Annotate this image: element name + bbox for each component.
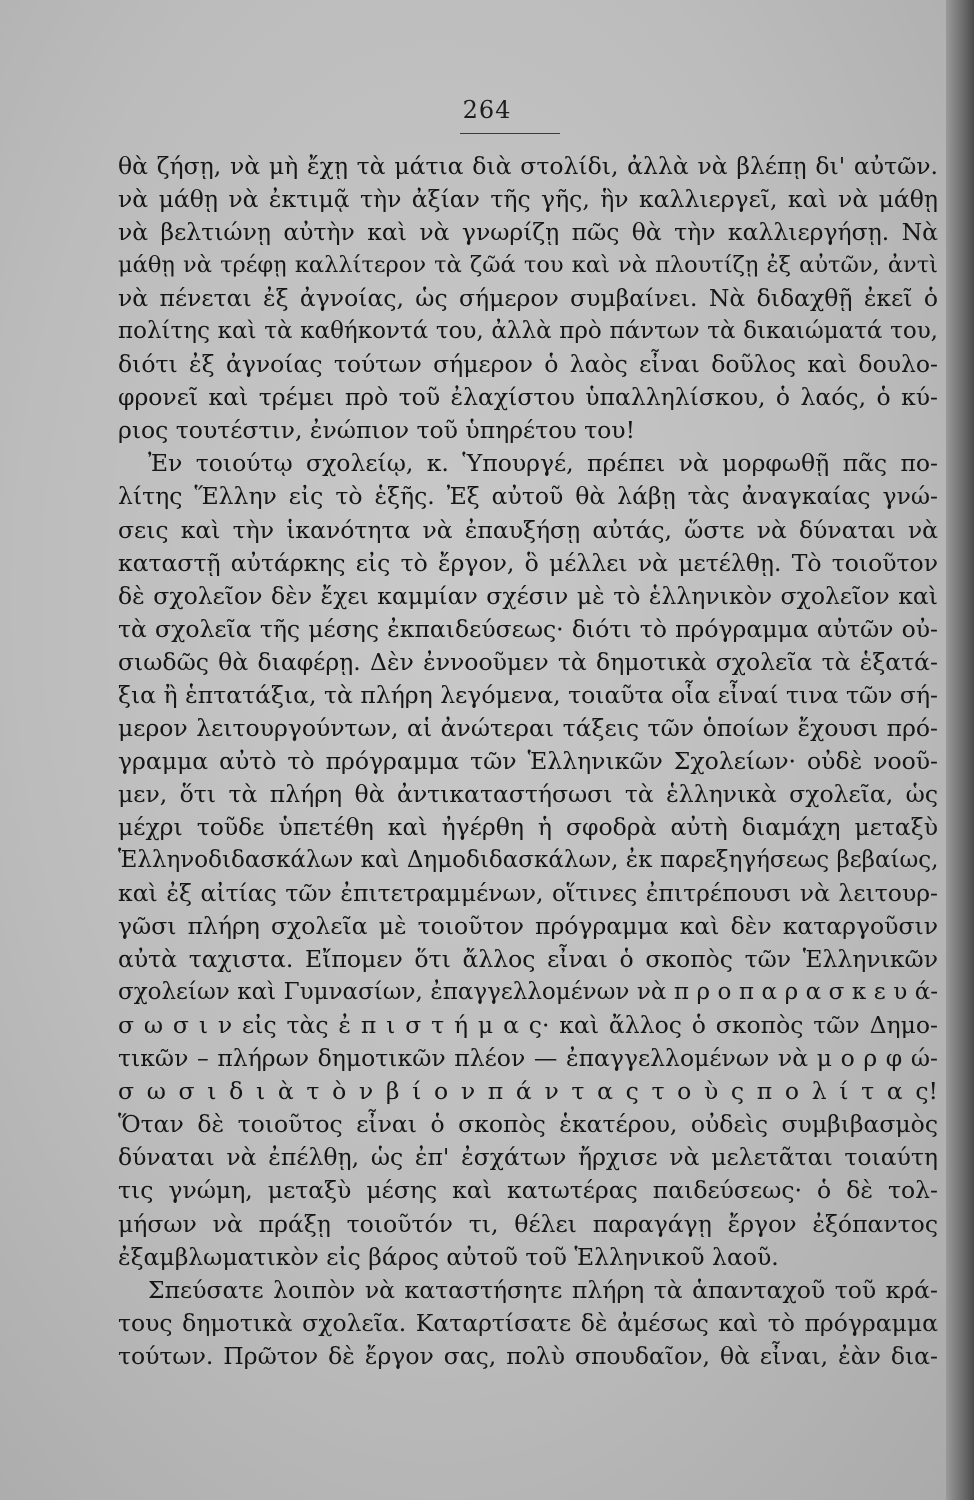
text-line: ἐξαμβλωματικὸν εἰς βάρος αὐτοῦ τοῦ Ἑλληνικοῦ λαοῦ. — [118, 1242, 779, 1271]
text-line: τούτων. Πρῶτον δὲ ἔργον σας, πολὺ σπουδαῖον, θὰ εἶναι, ἐὰν δια- — [118, 1341, 938, 1370]
text-line: τικῶν – πλήρων δημοτικῶν πλέον — ἐπαγγελλομένων νὰ μ ο ρ φ ώ- — [118, 1044, 938, 1073]
text-line: δύναται νὰ ἐπέλθῃ, ὡς ἐπ' ἐσχάτων ἤρχισε νὰ μελετᾶται τοιαύτη — [118, 1143, 938, 1172]
text-line: διότι ἐξ ἀγνοίας τούτων σήμερον ὁ λαὸς εἶναι δοῦλος καὶ δουλο- — [118, 350, 938, 379]
text-line: θὰ ζήσῃ, νὰ μὴ ἔχῃ τὰ μάτια διὰ στολίδι, ἀλλὰ νὰ βλέπῃ δι' αὐτῶν. — [118, 152, 938, 180]
text-line: λίτης Ἕλλην εἰς τὸ ἑξῆς. Ἐξ αὐτοῦ θὰ λάβῃ τὰς ἀναγκαίας γνώ- — [118, 482, 938, 511]
text-line: τὰ σχολεῖα τῆς μέσης ἐκπαιδεύσεως· διότι τὸ πρόγραμμα αὐτῶν οὐ- — [118, 614, 938, 643]
text-line: νὰ βελτιώνῃ αὐτὴν καὶ νὰ γνωρίζῃ πῶς θὰ τὴν καλλιεργήσῃ. Νὰ — [118, 218, 938, 247]
text-line: ριος τουτέστιν, ἐνώπιον τοῦ ὑπηρέτου του! — [118, 416, 636, 445]
page-edge-shadow — [946, 0, 974, 1500]
text-line: τους δημοτικὰ σχολεῖα. Καταρτίσατε δὲ ἀμέσως καὶ τὸ πρόγραμμα — [118, 1308, 938, 1337]
text-line: μεν, ὅτι τὰ πλήρη θὰ ἀντικαταστήσωσι τὰ ἑλληνικὰ σχολεῖα, ὡς — [118, 779, 938, 808]
text-line: πολίτης καὶ τὰ καθήκοντά του, ἀλλὰ πρὸ πάντων τὰ δικαιώματά του, — [118, 318, 938, 345]
text-line: Σπεύσατε λοιπὸν νὰ καταστήσητε πλήρη τὰ ἁπανταχοῦ τοῦ κρά- — [148, 1275, 938, 1304]
text-line: δὲ σχολεῖον δὲν ἔχει καμμίαν σχέσιν μὲ τὸ ἑλληνικὸν σχολεῖον καὶ — [118, 581, 938, 610]
text-line: μήσων νὰ πράξῃ τοιοῦτόν τι, θέλει παραγάγῃ ἔργον ἐξόπαντος — [118, 1209, 938, 1238]
text-line: σ ω σ ι δ ι ὰ τ ὸ ν β ί ο ν π ά ν τ α ς τ ο ὺ ς π ο λ ί τ α ς! — [118, 1077, 938, 1106]
page-number: 264 — [462, 96, 512, 124]
text-line: καὶ ἐξ αἰτίας τῶν ἐπιτετραμμένων, οἵτινες ἐπιτρέπουσι νὰ λειτουρ- — [118, 879, 938, 908]
text-line: νὰ μάθῃ νὰ ἐκτιμᾷ τὴν ἀξίαν τῆς γῆς, ἣν καλλιεργεῖ, καὶ νὰ μάθῃ — [118, 185, 938, 214]
text-line: σεις καὶ τὴν ἱκανότητα νὰ ἐπαυξήσῃ αὐτάς, ὥστε νὰ δύναται νὰ — [118, 515, 938, 544]
text-line: καταστῇ αὐτάρκης εἰς τὸ ἔργον, ὃ μέλλει νὰ μετέλθῃ. Τὸ τοιοῦτον — [118, 548, 938, 577]
text-line: αὐτὰ ταχιστα. Εἴπομεν ὅτι ἄλλος εἶναι ὁ σκοπὸς τῶν Ἑλληνικῶν — [118, 945, 938, 974]
text-line: σχολείων καὶ Γυμνασίων, ἐπαγγελλομένων νὰ π ρ ο π α ρ α σ κ ε υ ά- — [118, 979, 938, 1006]
body-text — [118, 150, 938, 1373]
text-line: σ ω σ ι ν εἰς τὰς ἐ π ι σ τ ή μ α ς· καὶ ἄλλος ὁ σκοπὸς τῶν Δημο- — [118, 1011, 938, 1040]
text-line: ξια ἢ ἑπτατάξια, τὰ πλήρη λεγόμενα, τοιαῦτα οἷα εἶναί τινα τῶν σή- — [118, 680, 938, 709]
text-line: μερον λειτουργούντων, αἱ ἀνώτεραι τάξεις τῶν ὁποίων ἔχουσι πρό- — [118, 713, 938, 742]
text-line: σιωδῶς θὰ διαφέρῃ. Δὲν ἐννοοῦμεν τὰ δημοτικὰ σχολεῖα τὰ ἑξατά- — [118, 647, 938, 676]
text-line: Ἑλληνοδιδασκάλων καὶ Δημοδιδασκάλων, ἐκ παρεξηγήσεως βεβαίως, — [118, 846, 938, 873]
text-line: μέχρι τοῦδε ὑπετέθη καὶ ἠγέρθη ἡ σφοδρὰ αὐτὴ διαμάχη μεταξὺ — [118, 812, 938, 841]
text-line: γῶσι πλήρη σχολεῖα μὲ τοιοῦτον πρόγραμμα καὶ δὲν καταργοῦσιν — [118, 912, 938, 941]
text-line: Ἐν τοιούτῳ σχολείῳ, κ. Ὑπουργέ, πρέπει νὰ μορφωθῇ πᾶς πο- — [148, 449, 938, 478]
text-line: τις γνώμη, μεταξὺ μέσης καὶ κατωτέρας παιδεύσεως· ὁ δὲ τολ- — [118, 1176, 938, 1205]
text-line: μάθῃ νὰ τρέφῃ καλλίτερον τὰ ζῶά του καὶ νὰ πλουτίζῃ ἐξ αὐτῶν, ἀντὶ — [118, 252, 938, 279]
text-line: Ὅταν δὲ τοιοῦτος εἶναι ὁ σκοπὸς ἑκατέρου, οὐδεὶς συμβιβασμὸς — [118, 1110, 938, 1139]
text-line: φρονεῖ καὶ τρέμει πρὸ τοῦ ἐλαχίστου ὑπαλληλίσκου, ὁ λαός, ὁ κύ- — [118, 383, 938, 412]
text-line: νὰ πένεται ἐξ ἀγνοίας, ὡς σήμερον συμβαίνει. Νὰ διδαχθῇ ἐκεῖ ὁ — [118, 284, 938, 313]
text-line: γραμμα αὐτὸ τὸ πρόγραμμα τῶν Ἑλληνικῶν Σχολείων· οὐδὲ νοοῦ- — [118, 746, 938, 775]
header-rule — [460, 133, 560, 134]
